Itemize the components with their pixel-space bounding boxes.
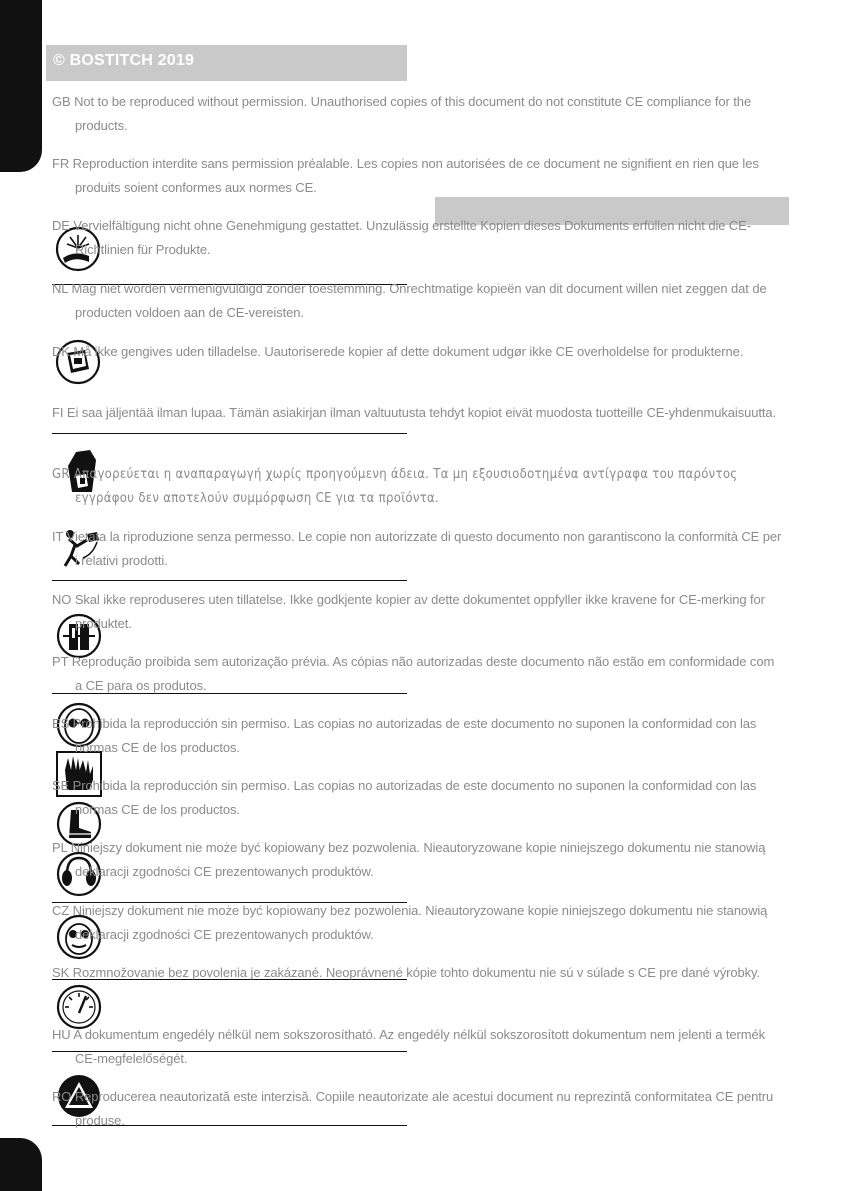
notice-pl: PL Niniejszy dokument nie może być kopiowany bez pozwolenia. Nieautoryzowane kopie niniejszego dokumentu nie stanowią deklaracji zgodności CE prezentowanych produktów. (52, 840, 766, 879)
notice-it: IT Vietata la riproduzione senza permesso. Le copie non autorizzate di questo documento non garantiscono la conformità CE per i relativi prodotti. (52, 529, 782, 568)
copyright-title: © BOSTITCH 2019 (53, 52, 195, 69)
notice-es: ES Prohibida la reproducción sin permiso. Las copias no autorizadas de este documento no suponen la conformidad con las normas CE de los productos. (52, 716, 757, 755)
notice-ro: RO Reproducerea neautorizată este interzisă. Copiile neautorizate ale acestui document nu reprezintă conformitatea CE pentru produse. (52, 1089, 774, 1128)
notice-de: DE Vervielfältigung nicht ohne Genehmigung gestattet. Unzulässig erstellte Kopien dieses Dokuments erfüllen nicht die CE-Richtlinien für Produkte. (52, 218, 751, 257)
notice-hu: HU A dokumentum engedély nélkül nem sokszorosítható. Az engedély nélkül sokszorosított dokumentum nem jelenti a termék CE-megfelelőségét. (52, 1027, 765, 1066)
notice-pt: PT Reprodução proibida sem autorização prévia. As cópias não autorizadas deste documento não estão em conformidade com a CE para os produtos. (52, 654, 775, 693)
notice-gr: GR Απαγορεύεται η αναπαραγωγή χωρίς προηγούμενη άδεια. Τα μη εξουσιοδοτημένα αντίγραφα του παρόντος εγγράφου δεν αποτελούν συμμόρφωση CE για τα προϊόντα. (52, 467, 738, 506)
notice-no: NO Skal ikke reproduseres uten tillatelse. Ikke godkjente kopier av dette dokumentet oppfyller ikke kravene for CE-merking for produktet. (52, 592, 765, 631)
notice-gb: GB Not to be reproduced without permission. Unauthorised copies of this document do not constitute CE compliance for the products. (52, 94, 752, 133)
notice-sk: SK Rozmnožovanie bez povolenia je zakázané. Neoprávnené kópie tohto dokumentu nie sú v súlade s CE pre dané výrobky. (52, 965, 760, 980)
notice-nl: NL Mag niet worden vermenigvuldigd zonder toestemming. Onrechtmatige kopieën van dit document willen niet zeggen dat de producten voldoen aan de CE-vereisten. (52, 281, 767, 320)
notice-cz: CZ Niniejszy dokument nie może być kopiowany bez pozwolenia. Nieautoryzowane kopie niniejszego dokumentu nie stanowią deklaracji zgodności CE prezentowanych produktów. (52, 903, 768, 942)
notice-fr: FR Reproduction interdite sans permission préalable. Les copies non autorisées de ce document ne signifient en rien que les produits soient conformes aux normes CE. (52, 156, 759, 195)
notice-fi: FI Ei saa jäljentää ilman lupaa. Tämän asiakirjan ilman valtuutusta tehdyt kopiot eivät muodosta tuotteille CE-yhdenmukaisuutta. (52, 405, 777, 420)
notice-se: SE Prohibida la reproducción sin permiso. Las copias no autorizadas de este documento no suponen la conformidad con las normas CE de los productos. (52, 778, 757, 817)
notice-dk: DK Må ikke gengives uden tilladelse. Uautoriserede kopier af dette dokument udgør ikke CE overholdelse for produkterne. (52, 344, 744, 359)
